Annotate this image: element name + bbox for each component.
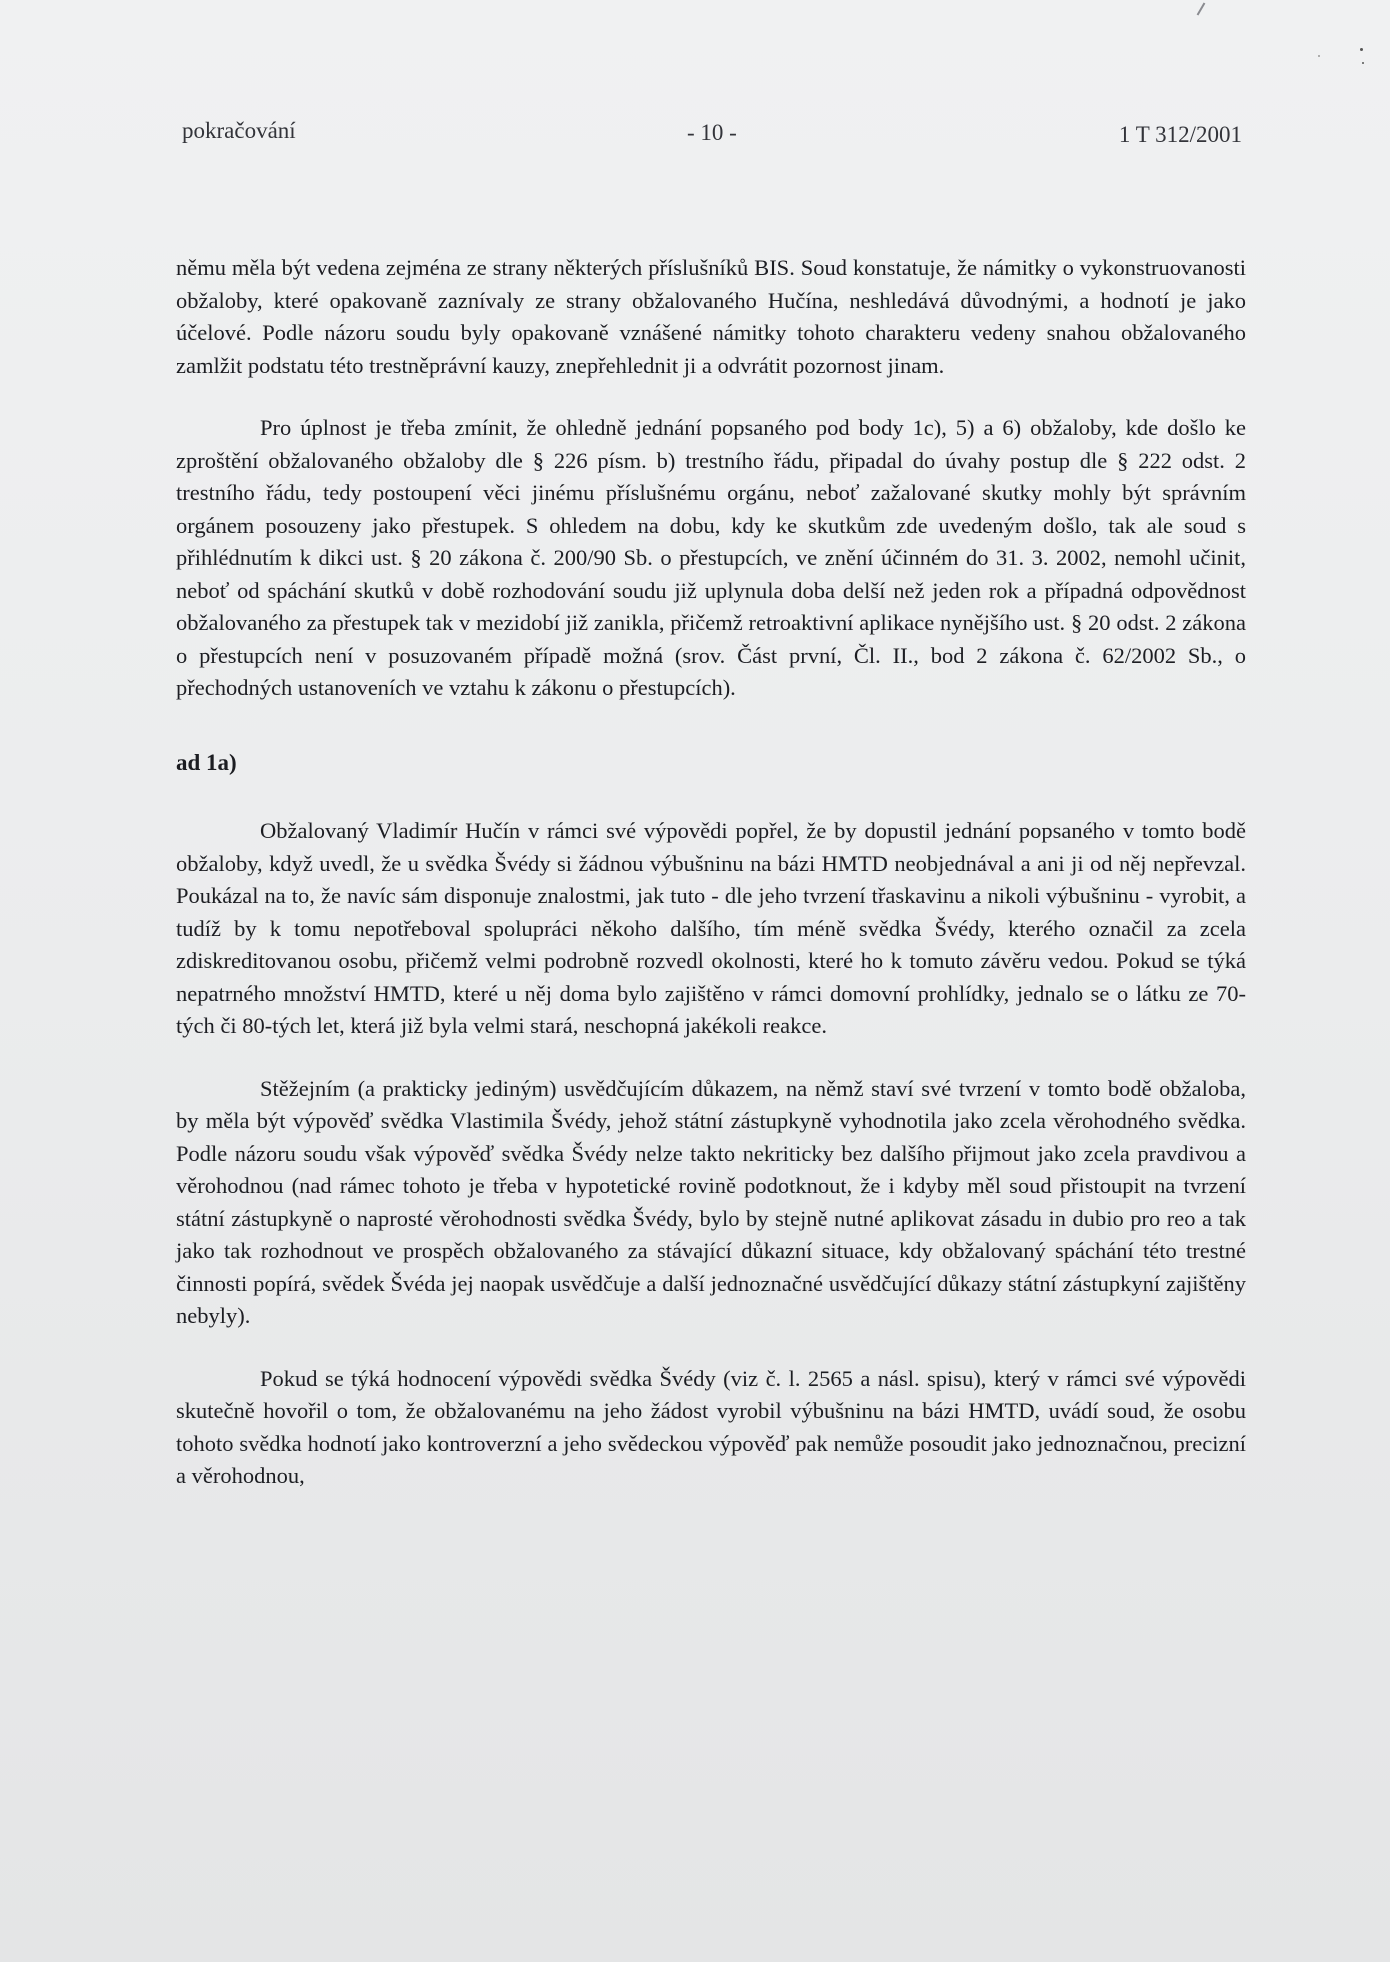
document-body xyxy=(176,252,1246,1493)
scan-speck xyxy=(1360,48,1363,51)
paragraph-5: Pokud se týká hodnocení výpovědi svědka Švédy (viz č. l. 2565 a násl. spisu), který v rámci své výpovědi skutečně hovořil o tom, že obžalovanému na jeho žádost vyrobil výbušninu na bázi HMTD, uvádí soud, že osobu tohoto svědka hodnotí jako kontroverzní a jeho svědeckou výpověď pak nemůže posoudit jako jednoznačnou, precizní a věrohodnou, xyxy=(176,1365,1246,1488)
scan-speck xyxy=(1362,62,1364,64)
scan-mark xyxy=(1197,2,1206,15)
page-number: - 10 - xyxy=(687,120,737,145)
page-header xyxy=(182,118,1242,158)
paragraph-2: Pro úplnost je třeba zmínit, že ohledně jednání popsaného pod body 1c), 5) a 6) obžaloby, kde došlo ke zproštění obžalovaného obžaloby dle § 226 písm. b) trestního řádu, připadal do úvahy postup dle § 222 odst. 2 trestního řádu, tedy postoupení věci jinému příslušnému orgánu, neboť zažalované skutky mohly být správním orgánem posouzeny jako přestupek. S ohledem na dobu, kdy ke skutkům zde uvedeným došlo, tak ale soud s přihlédnutím k dikci ust. § 20 zákona č. 200/90 Sb. o přestupcích, ve znění účinném do 31. 3. 2002, nemohl učinit, neboť od spáchání skutků v době rozhodování soudu již uplynula doba delší než jeden rok a případná odpovědnost obžalovaného za přestupek tak v mezidobí již zanikla, přičemž retroaktivní aplikace nynějšího ust. § 20 odst. 2 zákona o přestupcích není v posuzovaném případě možná (srov. Část první, Čl. II., bod 2 zákona č. 62/2002 Sb., o přechodných ustanoveních ve vztahu k zákonu o přestupcích). xyxy=(176,415,1246,700)
header-continuation: pokračování xyxy=(182,118,296,143)
paragraph-4: Stěžejním (a prakticky jediným) usvědčujícím důkazem, na němž staví své tvrzení v tomto bodě obžaloba, by měla být výpověď svědka Vlastimila Švédy, jehož státní zástupkyně vyhodnotila jako zcela věrohodného svědka. Podle názoru soudu však výpověď svědka Švédy nelze takto nekriticky bez dalšího přijmout jako zcela pravdivou a věrohodnou (nad rámec tohoto je třeba v hypotetické rovině podotknout, že i kdyby měl soud přistoupit na tvrzení státní zástupkyně o naprosté věrohodnosti svědka Švédy, bylo by stejně nutné aplikovat zásadu in dubio pro reo a tak jako tak rozhodnout ve prospěch obžalovaného za stávající důkazní situace, kdy obžalovaný spáchání této trestné činnosti popírá, svědek Švéda jej naopak usvědčuje a další jednoznačné usvědčující důkazy státní zástupkyní zajištěny nebyly). xyxy=(176,1075,1246,1328)
scan-speck xyxy=(1318,55,1320,57)
paragraph-1: němu měla být vedena zejména ze strany některých příslušníků BIS. Soud konstatuje, že námitky o vykonstruovanosti obžaloby, které opakovaně zaznívaly ze strany obžalovaného Hučína, neshledává důvodnými, a hodnotí je jako účelové. Podle názoru soudu byly opakovaně vznášené námitky tohoto charakteru vedeny snahou obžalovaného zamlžit podstatu této trestněprávní kauzy, znepřehlednit ji a odvrátit pozornost jinam. xyxy=(176,255,1246,378)
paragraph-3: Obžalovaný Vladimír Hučín v rámci své výpovědi popřel, že by dopustil jednání popsaného v tomto bodě obžaloby, když uvedl, že u svědka Švédy si žádnou výbušninu na bázi HMTD neobjednával a ani ji od něj nepřevzal. Poukázal na to, že navíc sám disponuje znalostmi, jak tuto - dle jeho tvrzení třaskavinu a nikoli výbušninu - vyrobit, a tudíž by k tomu nepotřeboval spolupráci někoho dalšího, tím méně svědka Švédy, kterého označil za zcela zdiskreditovanou osobu, přičemž velmi podrobně rozvedl okolnosti, které ho k tomuto závěru vedou. Pokud se týká nepatrného množství HMTD, které u něj doma bylo zajištěno v rámci domovní prohlídky, jednalo se o látku ze 70-tých či 80-tých let, která již byla velmi stará, neschopná jakékoli reakce. xyxy=(176,818,1246,1038)
case-number: 1 T 312/2001 xyxy=(1118,122,1242,147)
section-title: ad 1a) xyxy=(176,749,237,775)
